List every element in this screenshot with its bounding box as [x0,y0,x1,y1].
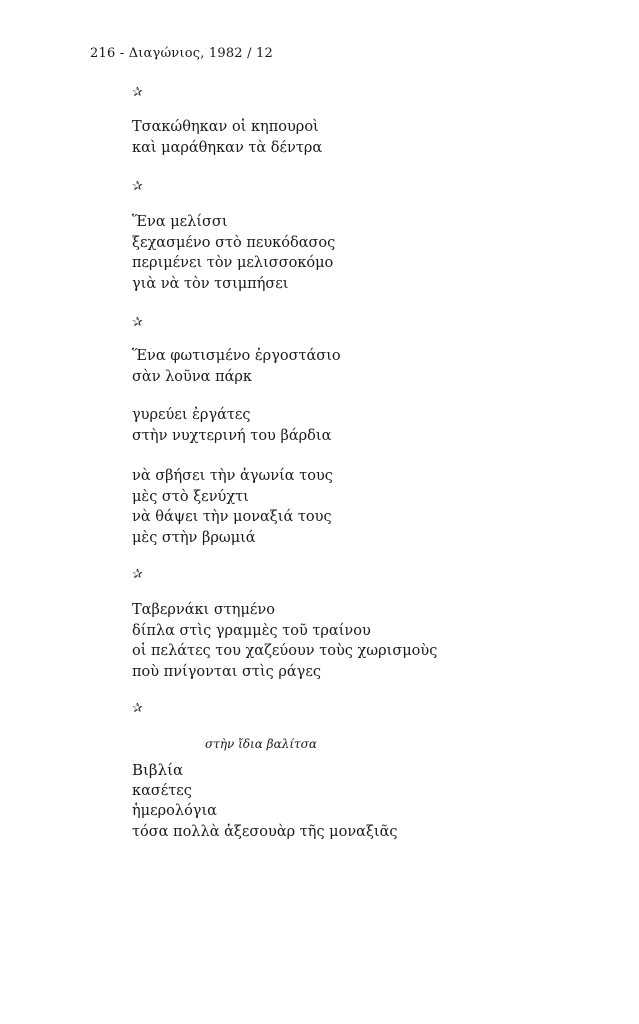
poem-line: μὲς στὴν βρωμιά [132,529,256,546]
poem-line: Τσακώθηκαν οἱ κηπουροὶ [132,119,319,135]
poem-line: νὰ θάψει τὴν μοναξιά τους [132,509,332,525]
poem-line: Ἕνα μελίσσι [132,214,228,230]
poem-line: οἱ πελάτες του χαζεύουν τοὺς χωρισμοὺς [132,643,438,659]
poem-line: ποὺ πνίγονται στὶς ράγες [132,663,321,680]
poem-line: κασέτες [132,782,192,799]
poem-line: δίπλα στὶς γραμμὲς τοῦ τραίνου [132,622,371,639]
poem-line: στὴν νυχτερινή του βάρδια [132,427,332,444]
star-icon: ✰ [132,701,143,716]
page-header: 216 - Διαγώνιος, 1982 / 12 [90,46,273,61]
poem-line: Ἕνα φωτισμένο ἐργοστάσιο [132,348,341,364]
poem-line: καὶ μαράθηκαν τὰ δέντρα [132,139,323,156]
stanza-3b [132,405,331,446]
star-icon: ✰ [132,179,143,194]
poem-line: νὰ σβήσει τὴν ἀγωνία τους [132,468,333,484]
poem-line: ἡμερολόγια [132,803,217,819]
star-icon: ✰ [132,315,143,330]
poem-line: γιὰ νὰ τὸν τσιμπήσει [132,275,289,292]
star-icon: ✰ [132,567,143,582]
poem-subtitle: στὴν ἴδια βαλίτσα [205,737,317,751]
stanza-1 [132,117,322,158]
star-icon: ✰ [132,85,143,100]
stanza-3a [132,346,341,387]
stanza-4 [132,600,437,682]
poem-line: Βιβλία [132,761,184,779]
poem-line: περιμένει τὸν μελισσοκόμο [132,255,334,271]
poem-line: μὲς στὸ ξενύχτι [132,488,249,505]
stanza-2 [132,212,335,294]
poem-line: ξεχασμένο στὸ πευκόδασος [132,234,336,251]
stanza-3c [132,466,333,548]
poem-line: Ταβερνάκι στημένο [132,602,275,618]
poem-line: σὰν λοῦνα πάρκ [132,368,252,385]
poem-line: τόσα πολλὰ ἀξεσουὰρ τῆς μοναξιᾶς [132,823,398,840]
stanza-5 [132,760,398,842]
poem-line: γυρεύει ἐργάτες [132,407,251,423]
